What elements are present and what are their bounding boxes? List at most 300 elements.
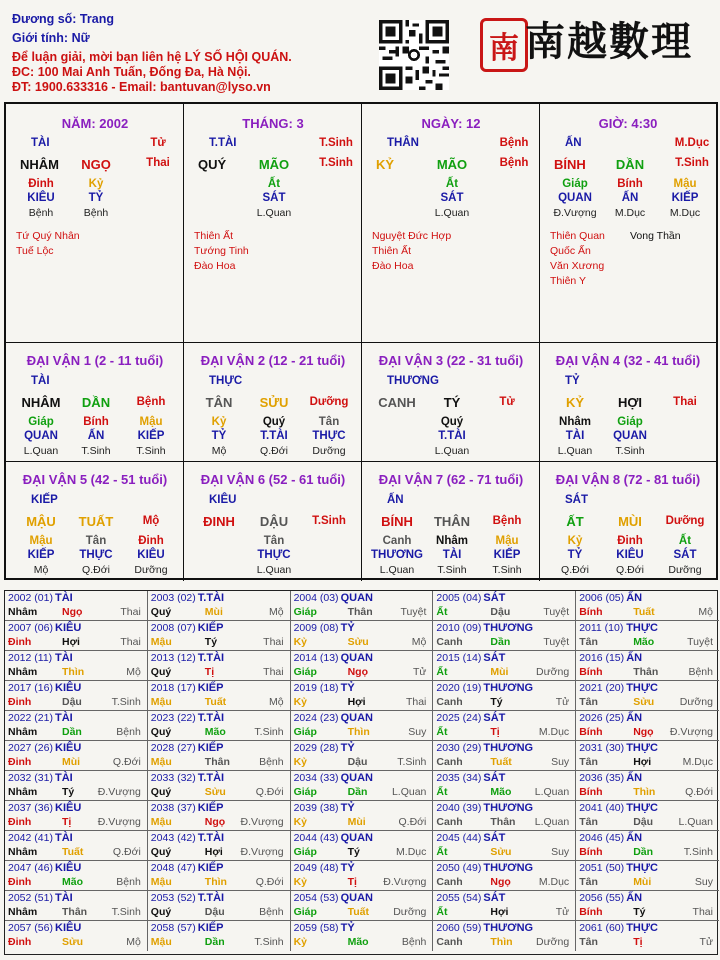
hidden-stem-state: Mộ bbox=[211, 445, 227, 457]
year-god: QUAN bbox=[340, 832, 373, 844]
year-state: Suy bbox=[551, 846, 570, 858]
hidden-stem: Giáp bbox=[562, 178, 588, 190]
year-cell bbox=[291, 771, 434, 801]
year-cell bbox=[148, 831, 291, 861]
year-state: T.Sinh bbox=[111, 906, 141, 918]
luck-stem: BÍNH bbox=[381, 514, 413, 529]
luck-title: ĐẠI VẬN 4 (32 - 41 tuổi) bbox=[555, 353, 701, 368]
year-state: Thai bbox=[263, 636, 284, 648]
year-stem: Kỷ bbox=[293, 876, 308, 888]
year-branch: Dậu bbox=[490, 606, 511, 618]
hidden-stem-state: Q.Đới bbox=[82, 564, 110, 576]
year-branch: Ngọ bbox=[633, 726, 654, 738]
hidden-stem-state: Dưỡng bbox=[668, 564, 702, 576]
hidden-stem: Kỷ bbox=[567, 535, 583, 547]
year-cell bbox=[148, 621, 291, 651]
year-cell bbox=[148, 591, 291, 621]
pillar-title: NĂM: 2002 bbox=[61, 116, 129, 131]
shen-sha: Quốc Ấn bbox=[550, 245, 591, 257]
hidden-stem: Quý bbox=[440, 416, 464, 428]
year-label: 2018 (17) bbox=[150, 682, 196, 694]
year-state: Tuyệt bbox=[687, 636, 713, 648]
year-label: 2059 (58) bbox=[293, 922, 339, 934]
year-god: TỶ bbox=[340, 922, 355, 934]
luck-cell bbox=[540, 343, 716, 462]
year-branch: Hợi bbox=[633, 756, 652, 768]
luck-stem-god: KIẾP bbox=[31, 494, 58, 506]
year-god: T.TÀI bbox=[197, 592, 225, 604]
year-god: TÀI bbox=[55, 652, 73, 664]
year-god: KIẾP bbox=[197, 862, 224, 874]
year-god: KIẾP bbox=[197, 922, 224, 934]
hidden-stem-state: L.Quan bbox=[23, 445, 59, 457]
contact-phone-email[interactable]: ĐT: 1900.633316 - Email: bantuvan@lyso.vn bbox=[12, 80, 271, 94]
pillar-stem-state: Bệnh bbox=[499, 137, 529, 149]
pillar-stem-state: T.Sinh bbox=[319, 137, 353, 149]
year-cell bbox=[291, 681, 434, 711]
year-label: 2016 (15) bbox=[579, 652, 625, 664]
luck-cell bbox=[184, 343, 362, 462]
year-stem: Quý bbox=[150, 666, 172, 678]
shen-sha: Tuế Lộc bbox=[16, 245, 54, 257]
year-label: 2007 (06) bbox=[8, 622, 53, 634]
brand-logo: 南越數理 bbox=[525, 18, 693, 65]
hidden-stem-god: KIẾP bbox=[493, 549, 521, 561]
shen-sha: Đào Hoa bbox=[194, 260, 236, 272]
year-branch: Tý bbox=[204, 636, 218, 648]
year-god: THỰC bbox=[626, 682, 658, 694]
year-stem: Bính bbox=[579, 906, 603, 918]
shen-sha: Thiên Quan bbox=[550, 230, 605, 242]
year-stem: Đinh bbox=[8, 876, 32, 888]
year-stem: Mậu bbox=[150, 876, 172, 888]
hidden-stem-god: T.TÀI bbox=[260, 430, 288, 442]
year-cell bbox=[291, 711, 434, 741]
year-god: TÀI bbox=[55, 592, 73, 604]
pillar-cell bbox=[540, 104, 716, 343]
qr-code-icon[interactable] bbox=[379, 20, 449, 90]
hidden-stem-state: T.Sinh bbox=[437, 564, 467, 576]
year-state: Mộ bbox=[126, 666, 141, 678]
year-stem: Kỷ bbox=[293, 696, 308, 708]
year-god: ẤN bbox=[626, 652, 643, 664]
year-cell bbox=[433, 741, 576, 771]
hidden-stem: Mậu bbox=[139, 416, 163, 428]
year-branch: Mùi bbox=[347, 816, 366, 828]
year-stem: Kỷ bbox=[293, 936, 308, 948]
year-state: Bệnh bbox=[116, 726, 141, 738]
hidden-stem: Quý bbox=[262, 416, 286, 428]
luck-state: Bệnh bbox=[492, 515, 522, 527]
year-state: Mộ bbox=[411, 636, 427, 648]
year-god: SÁT bbox=[483, 652, 506, 664]
year-stem: Kỷ bbox=[293, 636, 308, 648]
year-label: 2038 (37) bbox=[150, 802, 196, 814]
shen-sha: Nguyệt Đức Hợp bbox=[372, 230, 452, 242]
year-branch: Dần bbox=[62, 726, 82, 738]
luck-cell bbox=[6, 462, 184, 581]
year-stem: Ất bbox=[436, 666, 448, 678]
year-cell bbox=[576, 801, 719, 831]
year-label: 2035 (34) bbox=[436, 772, 482, 784]
luck-state: Dưỡng bbox=[665, 515, 705, 527]
pillar-branch: MÃO bbox=[436, 157, 468, 172]
year-stem: Nhâm bbox=[8, 666, 38, 678]
luck-stem-god: THƯƠNG bbox=[387, 375, 439, 387]
luck-cell bbox=[362, 462, 540, 581]
year-cell bbox=[433, 651, 576, 681]
luck-stem-god: SÁT bbox=[565, 494, 588, 506]
year-stem: Nhâm bbox=[8, 786, 38, 798]
year-branch: Thân bbox=[633, 666, 659, 678]
year-cell bbox=[5, 591, 148, 621]
year-state: Đ.Vượng bbox=[240, 846, 284, 858]
year-label: 2044 (43) bbox=[293, 832, 339, 844]
hidden-stem: Mậu bbox=[29, 535, 53, 547]
year-cell bbox=[576, 771, 719, 801]
hidden-stem: Ất bbox=[267, 178, 281, 190]
year-cell bbox=[291, 591, 434, 621]
year-stem: Mậu bbox=[150, 936, 172, 948]
year-stem: Nhâm bbox=[8, 606, 38, 618]
hidden-stem-god: SÁT bbox=[440, 192, 464, 204]
year-cell bbox=[576, 711, 719, 741]
year-branch: Thìn bbox=[633, 786, 656, 798]
year-label: 2017 (16) bbox=[8, 682, 53, 694]
hidden-stem: Đinh bbox=[138, 535, 164, 547]
pillar-cell bbox=[6, 104, 184, 343]
year-branch: Hợi bbox=[347, 696, 366, 708]
hidden-stem-god: SÁT bbox=[673, 549, 697, 561]
year-stem: Giáp bbox=[293, 726, 317, 738]
year-label: 2049 (48) bbox=[293, 862, 339, 874]
year-stem: Đinh bbox=[8, 696, 32, 708]
year-label: 2050 (49) bbox=[436, 862, 482, 874]
year-cell bbox=[576, 861, 719, 891]
year-label: 2057 (56) bbox=[8, 922, 53, 934]
hidden-stem-state: Bệnh bbox=[83, 207, 109, 219]
year-state: Bệnh bbox=[259, 756, 284, 768]
year-stem: Canh bbox=[436, 696, 463, 708]
year-label: 2022 (21) bbox=[8, 712, 53, 724]
pillar-title: THÁNG: 3 bbox=[242, 116, 304, 131]
year-label: 2012 (11) bbox=[8, 652, 53, 664]
year-label: 2014 (13) bbox=[293, 652, 339, 664]
year-cell bbox=[576, 741, 719, 771]
hidden-stem-god: THỰC bbox=[312, 430, 346, 442]
year-cell bbox=[5, 681, 148, 711]
hidden-stem: Tân bbox=[85, 535, 107, 547]
year-stem: Nhâm bbox=[8, 906, 38, 918]
year-god: THƯƠNG bbox=[483, 682, 534, 694]
hidden-stem-god: QUAN bbox=[24, 430, 58, 442]
hidden-stem-state: Dưỡng bbox=[134, 564, 168, 576]
year-stem: Nhâm bbox=[8, 846, 38, 858]
year-branch: Mùi bbox=[633, 876, 652, 888]
year-cell bbox=[291, 651, 434, 681]
pillar-title: NGÀY: 12 bbox=[421, 116, 481, 131]
year-god: SÁT bbox=[483, 892, 506, 904]
hidden-stem-state: M.Dục bbox=[614, 207, 646, 219]
year-branch: Thìn bbox=[347, 726, 370, 738]
luck-branch: THÂN bbox=[433, 514, 471, 529]
hidden-stem-state: L.Quan bbox=[434, 445, 470, 457]
year-god: TỶ bbox=[340, 682, 355, 694]
subject-name: Đương số: Trang bbox=[12, 12, 114, 26]
year-stem: Quý bbox=[150, 726, 172, 738]
year-cell bbox=[5, 891, 148, 921]
year-branch: Hợi bbox=[204, 846, 223, 858]
hidden-stem-state: T.Sinh bbox=[492, 564, 522, 576]
year-label: 2048 (47) bbox=[150, 862, 196, 874]
luck-stem: CANH bbox=[378, 395, 416, 410]
year-cell bbox=[148, 771, 291, 801]
pillar-stem-god: T.TÀI bbox=[209, 137, 237, 149]
year-state: L.Quan bbox=[534, 816, 570, 828]
year-god: THƯƠNG bbox=[483, 622, 534, 634]
year-stem: Ất bbox=[436, 606, 448, 618]
year-stem: Quý bbox=[150, 786, 172, 798]
year-state: Q.Đới bbox=[112, 756, 141, 768]
year-branch: Dần bbox=[204, 936, 225, 948]
year-stem: Tân bbox=[579, 636, 598, 648]
year-cell bbox=[291, 621, 434, 651]
hidden-stem-god: THỰC bbox=[79, 549, 113, 561]
year-label: 2037 (36) bbox=[8, 802, 53, 814]
year-stem: Mậu bbox=[150, 696, 172, 708]
hidden-stem-god: QUAN bbox=[613, 430, 647, 442]
year-stem: Tân bbox=[579, 936, 598, 948]
luck-stem-god: TÀI bbox=[31, 375, 50, 387]
year-god: THỰC bbox=[626, 922, 658, 934]
hidden-stem-god: THƯƠNG bbox=[371, 549, 423, 561]
hidden-stem-state: Bệnh bbox=[28, 207, 54, 219]
year-label: 2034 (33) bbox=[293, 772, 339, 784]
year-label: 2055 (54) bbox=[436, 892, 482, 904]
year-cell bbox=[291, 831, 434, 861]
hidden-stem: Kỷ bbox=[88, 178, 104, 190]
year-label: 2030 (29) bbox=[436, 742, 482, 754]
luck-cell bbox=[540, 462, 716, 581]
hidden-stem-god: KIẾP bbox=[137, 430, 165, 442]
year-branch: Dậu bbox=[204, 906, 225, 918]
year-state: L.Quan bbox=[534, 786, 570, 798]
year-cell bbox=[148, 711, 291, 741]
subject-gender: Giới tính: Nữ bbox=[12, 31, 90, 45]
pillar-branch-state: Thai bbox=[146, 157, 170, 169]
year-god: THỰC bbox=[626, 802, 658, 814]
chart-grid bbox=[4, 102, 718, 580]
year-stem: Mậu bbox=[150, 636, 172, 648]
luck-title: ĐẠI VẬN 8 (72 - 81 tuổi) bbox=[555, 472, 701, 487]
year-state: Đ.Vượng bbox=[97, 816, 141, 828]
year-god: KIÊU bbox=[55, 622, 82, 634]
year-cell bbox=[576, 681, 719, 711]
shen-sha: Tứ Quý Nhân bbox=[16, 230, 80, 242]
year-state: L.Quan bbox=[391, 786, 427, 798]
luck-state: Thai bbox=[673, 396, 697, 408]
pillar-branch: DẦN bbox=[615, 157, 645, 172]
pillar-stem: BÍNH bbox=[554, 157, 586, 172]
year-state: Dưỡng bbox=[536, 936, 570, 948]
year-stem: Bính bbox=[579, 846, 603, 858]
year-cell bbox=[291, 861, 434, 891]
year-state: Mộ bbox=[269, 696, 284, 708]
year-state: Q.Đới bbox=[255, 876, 284, 888]
pillar-stem: QUÝ bbox=[198, 157, 227, 172]
luck-branch: MÙI bbox=[618, 514, 642, 529]
year-god: QUAN bbox=[340, 772, 373, 784]
shen-sha: Thiên Y bbox=[550, 275, 586, 287]
year-god: TÀI bbox=[55, 772, 73, 784]
year-branch: Tý bbox=[62, 786, 75, 798]
year-label: 2028 (27) bbox=[150, 742, 196, 754]
year-branch: Ngọ bbox=[490, 876, 511, 888]
year-cell bbox=[433, 591, 576, 621]
year-branch: Dậu bbox=[347, 756, 368, 768]
year-state: Bệnh bbox=[688, 666, 713, 678]
hidden-stem: Tân bbox=[318, 416, 340, 428]
year-branch: Tị bbox=[633, 936, 643, 948]
hidden-stem-god: TÀI bbox=[565, 430, 585, 442]
year-state: T.Sinh bbox=[254, 936, 284, 948]
year-state: Mộ bbox=[269, 606, 284, 618]
year-state: Bệnh bbox=[259, 906, 284, 918]
year-god: QUAN bbox=[340, 892, 373, 904]
pillar-title: GIỜ: 4:30 bbox=[598, 116, 658, 131]
pillar-stem-god: THÂN bbox=[387, 137, 419, 149]
hidden-stem-god: KIẾP bbox=[27, 549, 55, 561]
year-state: Tử bbox=[412, 666, 427, 678]
year-label: 2015 (14) bbox=[436, 652, 482, 664]
hidden-stem-state: T.Sinh bbox=[81, 445, 111, 457]
year-label: 2039 (38) bbox=[293, 802, 339, 814]
year-god: SÁT bbox=[483, 592, 506, 604]
year-cell bbox=[5, 861, 148, 891]
year-label: 2027 (26) bbox=[8, 742, 53, 754]
hidden-stem: Canh bbox=[382, 535, 412, 547]
year-god: KIẾP bbox=[197, 622, 224, 634]
year-branch: Tuất bbox=[633, 606, 655, 618]
year-stem: Canh bbox=[436, 756, 463, 768]
luck-branch: DẦN bbox=[81, 395, 111, 410]
year-state: Tử bbox=[555, 696, 570, 708]
year-god: T.TÀI bbox=[197, 712, 225, 724]
pillar-branch-state: T.Sinh bbox=[319, 157, 353, 169]
year-god: SÁT bbox=[483, 832, 506, 844]
year-cell bbox=[576, 591, 719, 621]
year-stem: Giáp bbox=[293, 666, 317, 678]
year-stem: Bính bbox=[579, 726, 603, 738]
year-branch: Thìn bbox=[204, 876, 227, 888]
year-god: SÁT bbox=[483, 772, 506, 784]
year-label: 2043 (42) bbox=[150, 832, 196, 844]
luck-title: ĐẠI VẬN 1 (2 - 11 tuổi) bbox=[26, 353, 164, 368]
year-cell bbox=[576, 891, 719, 921]
pillar-branch: NGỌ bbox=[81, 157, 111, 172]
year-label: 2023 (22) bbox=[150, 712, 196, 724]
year-branch: Mão bbox=[62, 876, 83, 888]
hidden-stem-god: KIÊU bbox=[137, 549, 165, 561]
luck-state: Mộ bbox=[142, 515, 160, 527]
hidden-stem-god: ẤN bbox=[87, 430, 105, 442]
year-god: KIÊU bbox=[55, 922, 82, 934]
year-state: Dưỡng bbox=[393, 906, 427, 918]
year-god: TỶ bbox=[340, 622, 355, 634]
year-branch: Sửu bbox=[204, 786, 226, 798]
year-cell bbox=[148, 681, 291, 711]
year-state: Thai bbox=[120, 636, 141, 648]
year-branch: Thân bbox=[204, 756, 230, 768]
hidden-stem-state: Q.Đới bbox=[260, 445, 288, 457]
luck-branch: HỢI bbox=[617, 395, 643, 410]
hidden-stem: Đinh bbox=[617, 535, 643, 547]
year-state: Đ.Vượng bbox=[669, 726, 713, 738]
year-label: 2036 (35) bbox=[579, 772, 625, 784]
year-branch: Tị bbox=[347, 876, 357, 888]
luck-stem-god: TỶ bbox=[565, 375, 580, 387]
year-god: T.TÀI bbox=[197, 832, 225, 844]
hidden-stem-god: SÁT bbox=[262, 192, 286, 204]
year-state: Bệnh bbox=[401, 936, 427, 948]
year-cell bbox=[148, 651, 291, 681]
year-state: Q.Đới bbox=[255, 786, 284, 798]
year-branch: Mùi bbox=[204, 606, 223, 618]
year-god: T.TÀI bbox=[197, 892, 225, 904]
luck-branch: SỬU bbox=[259, 395, 289, 410]
pillar-branch-state: Bệnh bbox=[499, 157, 529, 169]
year-stem: Giáp bbox=[293, 606, 317, 618]
hidden-stem-state: T.Sinh bbox=[136, 445, 166, 457]
year-label: 2033 (32) bbox=[150, 772, 196, 784]
shen-sha: Vong Thần bbox=[630, 230, 681, 242]
luck-cell bbox=[362, 343, 540, 462]
annual-luck-table bbox=[4, 590, 718, 955]
luck-stem: MẬU bbox=[26, 514, 56, 529]
year-stem: Mậu bbox=[150, 816, 172, 828]
year-stem: Ất bbox=[436, 906, 448, 918]
year-cell bbox=[5, 741, 148, 771]
hidden-stem-state: L.Quan bbox=[434, 207, 470, 219]
year-state: L.Quan bbox=[678, 816, 713, 828]
year-stem: Canh bbox=[436, 876, 463, 888]
year-branch: Dần bbox=[347, 786, 368, 798]
year-label: 2009 (08) bbox=[293, 622, 339, 634]
pillar-stem-state: M.Dục bbox=[674, 137, 710, 149]
year-god: THƯƠNG bbox=[483, 742, 534, 754]
hidden-stem: Mậu bbox=[495, 535, 519, 547]
year-branch: Tuất bbox=[347, 906, 369, 918]
year-branch: Ngọ bbox=[347, 666, 369, 678]
year-god: TỶ bbox=[340, 802, 355, 814]
year-label: 2006 (05) bbox=[579, 592, 625, 604]
luck-state: T.Sinh bbox=[312, 515, 346, 527]
pillar-stem-state: Tử bbox=[150, 137, 166, 149]
year-state: Q.Đới bbox=[398, 816, 427, 828]
year-state: Tuyệt bbox=[400, 606, 427, 618]
year-state: Suy bbox=[408, 726, 427, 738]
year-label: 2054 (53) bbox=[293, 892, 339, 904]
year-stem: Bính bbox=[579, 606, 603, 618]
year-cell bbox=[291, 741, 434, 771]
header bbox=[0, 0, 720, 100]
year-state: Đ.Vượng bbox=[240, 816, 284, 828]
hidden-stem-state: L.Quan bbox=[557, 445, 593, 457]
pillar-cell bbox=[184, 104, 362, 343]
year-god: ẤN bbox=[626, 712, 643, 724]
year-stem: Ất bbox=[436, 726, 448, 738]
year-cell bbox=[5, 831, 148, 861]
